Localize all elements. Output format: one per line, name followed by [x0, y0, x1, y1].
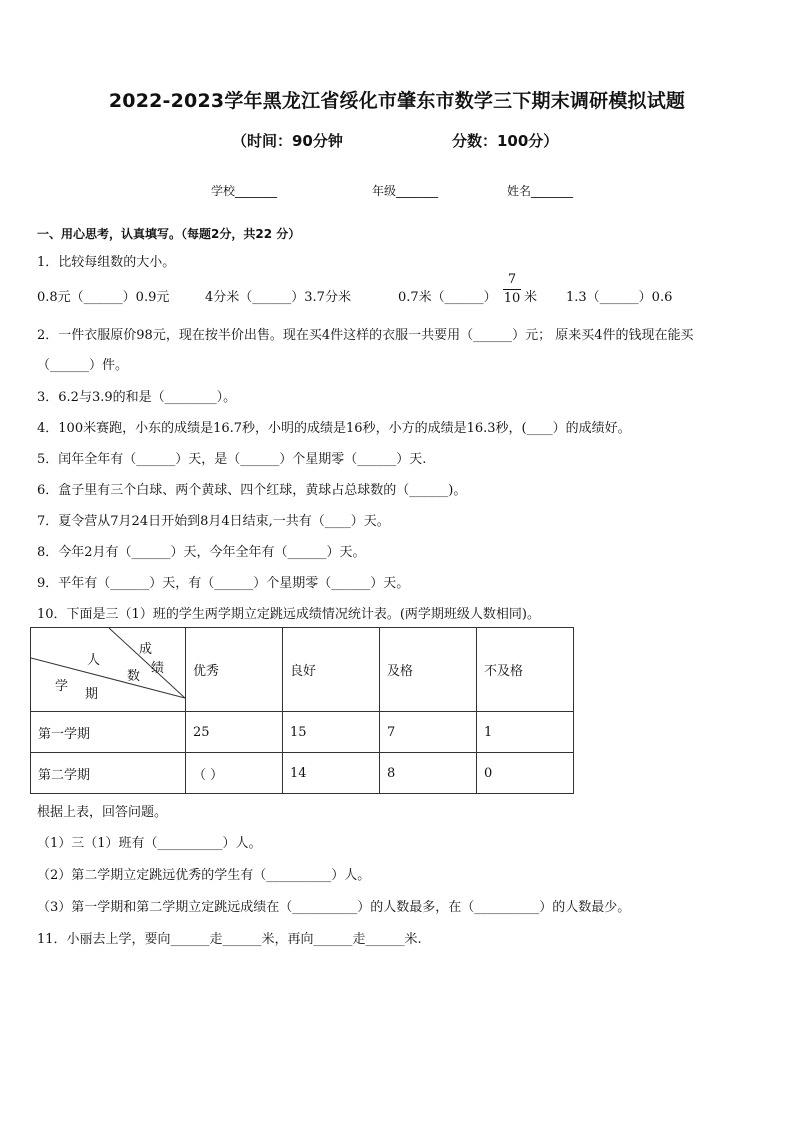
exam-time: （时间：90分钟: [232, 132, 343, 150]
row-label-term2: 第二学期: [31, 753, 186, 794]
question-10-sub3: （3）第一学期和第二学期立定跳远成绩在（__________）的人数最多，在（__________）的人数最少。: [37, 900, 631, 915]
question-1a: 0.8元（______）0.9元: [37, 290, 170, 305]
term2-excellent-blank[interactable]: （ ）: [186, 753, 283, 794]
table-header-row: [31, 628, 574, 712]
row-label-term1: 第一学期: [31, 712, 186, 753]
question-4: 4．100米赛跑，小东的成绩是16.7秒，小明的成绩是16秒，小方的成绩是16.3秒，(____）的成绩好。: [37, 421, 631, 436]
header-excellent: 优秀: [186, 628, 283, 712]
fraction-bar: [503, 289, 521, 290]
header-pass: 及格: [380, 628, 477, 712]
question-10-sub2: （2）第二学期立定跳远优秀的学生有（__________）人。: [37, 868, 371, 883]
term2-pass: 8: [380, 753, 477, 794]
question-7: 7．夏令营从7月24日开始到8月4日结束,一共有（____）天。: [37, 514, 390, 529]
question-10-sub1: （1）三（1）班有（__________）人。: [37, 836, 262, 851]
question-2-line2: （______）件。: [37, 358, 129, 373]
corner-label-cheng: 成: [139, 642, 153, 657]
fraction-numerator: 7: [507, 272, 517, 287]
corner-label-shu: 数: [127, 669, 141, 684]
exam-title: 2022-2023学年黑龙江省绥化市肇东市数学三下期末调研模拟试题: [108, 90, 686, 112]
question-1d: 1.3（______）0.6: [566, 290, 673, 305]
fraction-seven-tenths: [503, 272, 521, 307]
name-field[interactable]: 姓名_______: [507, 184, 574, 198]
question-8: 8．今年2月有（______）天，今年全年有（______）天。: [37, 545, 366, 560]
header-fail: 不及格: [477, 628, 574, 712]
corner-label-ji: 绩: [151, 661, 165, 676]
grade-field[interactable]: 年级_______: [372, 184, 439, 198]
fraction-denominator: 10: [503, 291, 521, 306]
header-good: 良好: [283, 628, 380, 712]
question-11: 11．小丽去上学，要向______走______米，再向______走______米.: [37, 932, 422, 947]
term1-fail: 1: [477, 712, 574, 753]
question-10-after: 根据上表，回答问题。: [37, 805, 168, 820]
table-row: [31, 753, 574, 794]
question-3: 3．6.2与3.9的和是（________）。: [37, 390, 237, 405]
corner-label-xue: 学: [55, 679, 69, 694]
term2-good: 14: [283, 753, 380, 794]
question-2-line1: 2．一件衣服原价98元，现在按半价出售。现在买4件这样的衣服一共要用（______）元； 原来买4件的钱现在能买: [37, 328, 694, 343]
term1-excellent: 25: [186, 712, 283, 753]
section-heading: 一、用心思考，认真填写。（每题2分，共22 分）: [37, 227, 301, 241]
question-1-text: 1．比较每组数的大小。: [37, 255, 176, 270]
term2-fail: 0: [477, 753, 574, 794]
term1-good: 15: [283, 712, 380, 753]
corner-label-qi: 期: [85, 687, 99, 702]
question-5: 5．闰年全年有（______）天，是（______）个星期零（______）天.: [37, 452, 427, 467]
table-row: [31, 712, 574, 753]
question-6: 6．盒子里有三个白球、两个黄球、四个红球，黄球占总球数的（______)。: [37, 483, 467, 498]
table-corner-cell: [31, 628, 186, 712]
jump-stats-table: [30, 627, 574, 794]
question-9: 9．平年有（______）天，有（______）个星期零（______）天。: [37, 576, 410, 591]
question-1b: 4分米（______）3.7分米: [205, 290, 351, 305]
school-field[interactable]: 学校_______: [211, 184, 278, 198]
exam-score: 分数：100分）: [452, 132, 559, 150]
question-10-text: 10．下面是三（1）班的学生两学期立定跳远成绩情况统计表。(两学期班级人数相同)。: [37, 607, 540, 622]
term1-pass: 7: [380, 712, 477, 753]
question-1c: 0.7米（______）: [398, 290, 497, 305]
question-1c-unit: 米: [524, 290, 538, 305]
corner-label-ren: 人: [87, 653, 101, 668]
